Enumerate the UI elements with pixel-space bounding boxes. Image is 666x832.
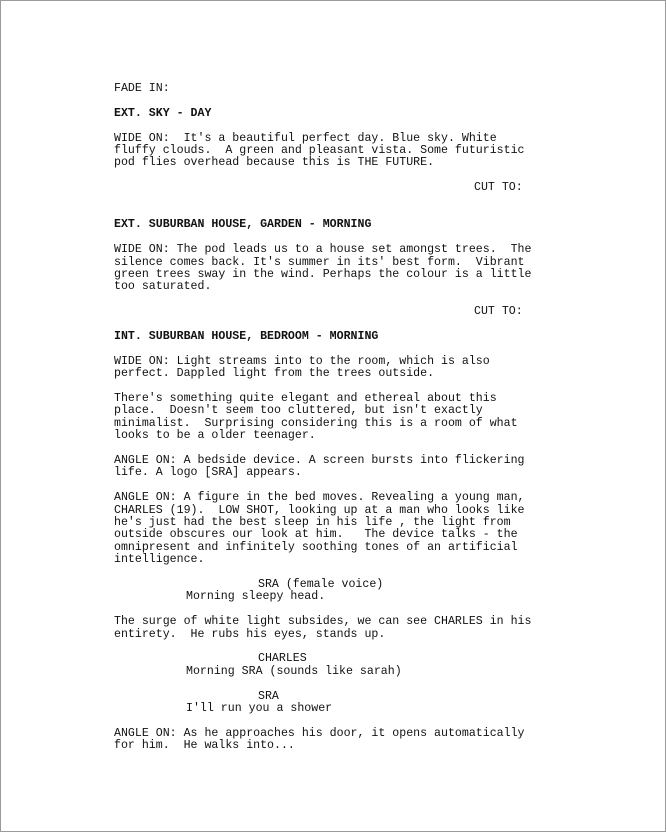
action-line: ANGLE ON: A figure in the bed moves. Revealing a young man, CHARLES (19). LOW SHOT, looking up at a man who looks like he's just had the best sleep in his life , the light from outside obscures our look at him. The device talks - the omnipresent and infinitely soothing tones of an artificial intelligence. <box>114 491 525 567</box>
character-name: SRA <box>258 689 279 703</box>
dialogue-line: Morning sleepy head. <box>186 590 326 604</box>
action-line: There's something quite elegant and ethereal about this place. Doesn't seem too cluttered, but isn't exactly minimalist. Surprising considering this is a room of what looks to be a older teenager. <box>114 392 518 443</box>
dialogue-line: I'll run you a shower <box>186 702 333 716</box>
action-line: The surge of white light subsides, we can see CHARLES in his entirety. He rubs his eyes, stands up. <box>114 615 532 641</box>
action-line: ANGLE ON: A bedside device. A screen bursts into flickering life. A logo [SRA] appears. <box>114 454 525 480</box>
cut-to-transition: CUT TO: <box>474 181 523 195</box>
action-line: WIDE ON: The pod leads us to a house set amongst trees. The silence comes back. It's summer in its' best form. Vibrant green trees sway in the wind. Perhaps the colour is a little too saturated. <box>114 243 532 294</box>
screenplay-body <box>114 83 564 753</box>
scene-heading: EXT. SKY - DAY <box>114 106 212 120</box>
character-name: SRA (female voice) <box>258 578 384 592</box>
character-name: CHARLES <box>258 652 307 666</box>
fade-in-transition: FADE IN: <box>114 82 170 95</box>
action-line: WIDE ON: Light streams into to the room, which is also perfect. Dappled light from the trees outside. <box>114 354 490 381</box>
action-line: WIDE ON: It's a beautiful perfect day. Blue sky. White fluffy clouds. A green and pleasant vista. Some futuristic pod flies overhead because this is THE FUTURE. <box>114 131 525 170</box>
action-line: ANGLE ON: As he approaches his door, it opens automatically for him. He walks into... <box>114 726 525 753</box>
scene-heading: INT. SUBURBAN HOUSE, BEDROOM - MORNING <box>114 330 379 344</box>
cut-to-transition: CUT TO: <box>474 305 523 319</box>
dialogue-line: Morning SRA (sounds like sarah) <box>186 664 402 678</box>
scene-heading: EXT. SUBURBAN HOUSE, GARDEN - MORNING <box>114 218 372 232</box>
